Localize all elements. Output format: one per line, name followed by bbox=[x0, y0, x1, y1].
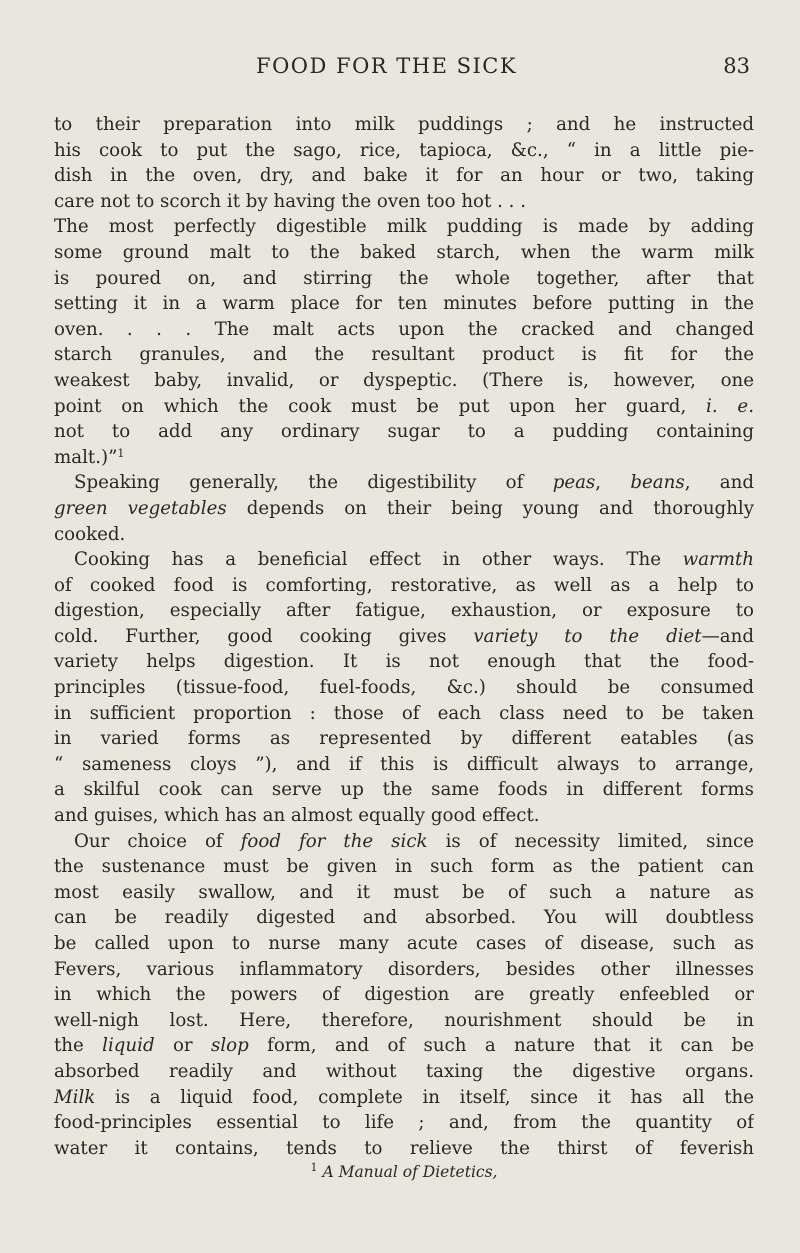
text-line: is poured on, and stirring the whole together, after that bbox=[54, 267, 754, 289]
text-line: of cooked food is comforting, restorative, as well as a help to bbox=[54, 574, 754, 596]
text-line: dish in the oven, dry, and bake it for an hour or two, taking bbox=[54, 165, 754, 187]
text-line: be called upon to nurse many acute cases of disease, such as bbox=[54, 933, 754, 954]
footnote bbox=[54, 1161, 754, 1183]
paragraph-start: Cooking has a beneficial effect in other ways. The warmth bbox=[74, 549, 754, 571]
page-body bbox=[54, 112, 754, 1183]
text-line: green vegetables depends on their being young and thoroughly bbox=[54, 497, 754, 519]
text-line: starch granules, and the resultant product is fit for the bbox=[54, 344, 754, 366]
text-line: food-principles essential to life ; and, from the quantity of bbox=[54, 1112, 754, 1134]
text-line: Milk is a liquid food, complete in itself, since it has all the bbox=[54, 1086, 754, 1108]
text-line: variety helps digestion. It is not enough that the food- bbox=[54, 651, 754, 673]
italic-text: slop bbox=[211, 1035, 249, 1057]
text-line: in which the powers of digestion are greatly enfeebled or bbox=[54, 984, 754, 1006]
text-line: setting it in a warm place for ten minutes before putting in the bbox=[54, 293, 754, 315]
paragraph-start: Our choice of food for the sick is of necessity limited, since bbox=[74, 830, 754, 852]
text-line: cooked. bbox=[54, 523, 126, 545]
footnote-marker: 1 bbox=[310, 1161, 318, 1175]
text-line: point on which the cook must be put upon her guard, i. e. bbox=[54, 395, 754, 417]
italic-text: peas bbox=[552, 472, 596, 494]
text-line: a skilful cook can serve up the same foods in different forms bbox=[54, 779, 754, 801]
page-header bbox=[0, 54, 800, 84]
text-line: the liquid or slop form, and of such a nature that it can be bbox=[54, 1035, 754, 1057]
italic-text: green vegetables bbox=[54, 497, 227, 519]
text-line: absorbed readily and without taxing the digestive organs. bbox=[54, 1060, 754, 1082]
text-line: and guises, which has an almost equally good effect. bbox=[54, 805, 540, 827]
text-line: in varied forms as represented by different eatables (as bbox=[54, 728, 754, 750]
text-line: principles (tissue-food, fuel-foods, &c.) should be consumed bbox=[54, 677, 754, 699]
text-line: The most perfectly digestible milk pudding is made by adding bbox=[54, 216, 754, 238]
text-line: the sustenance must be given in such form as the patient can bbox=[54, 856, 754, 878]
text-line: can be readily digested and absorbed. You will doubtless bbox=[54, 907, 754, 929]
italic-text: warmth bbox=[682, 549, 754, 571]
italic-text: liquid bbox=[102, 1035, 155, 1057]
italic-text: i. e. bbox=[706, 395, 754, 417]
italic-text: variety to the diet bbox=[473, 625, 702, 647]
text-line: to their preparation into milk puddings ; and he instructed bbox=[54, 114, 754, 135]
text-line: cold. Further, good cooking gives variety to the diet—and bbox=[54, 625, 754, 647]
text-line: not to add any ordinary sugar to a pudding containing bbox=[54, 421, 754, 443]
text-line: Fevers, various inflammatory disorders, besides other illnesses bbox=[54, 958, 754, 980]
text-line: digestion, especially after fatigue, exhaustion, or exposure to bbox=[54, 600, 754, 622]
text-line: care not to scorch it by having the oven too hot . . . bbox=[54, 190, 526, 212]
text-line: oven. . . . The malt acts upon the cracked and changed bbox=[54, 318, 754, 340]
text-line: malt.)”$^1$ bbox=[54, 446, 125, 468]
footnote-ref: 1 bbox=[117, 446, 125, 460]
text-line: most easily swallow, and it must be of such a nature as bbox=[54, 881, 754, 903]
paragraph-start: Speaking generally, the digestibility of peas, beans, and bbox=[74, 472, 754, 494]
italic-text: beans bbox=[630, 472, 685, 494]
italic-text: food for the sick bbox=[240, 830, 428, 852]
text-line: in sufficient proportion : those of each class need to be taken bbox=[54, 702, 754, 724]
text-line: water it contains, tends to relieve the thirst of feverish bbox=[54, 1137, 754, 1159]
text-line: weakest baby, invalid, or dyspeptic. (There is, however, one bbox=[54, 369, 754, 391]
footnote-text: A Manual of Dietetics, bbox=[322, 1163, 498, 1182]
text-line: some ground malt to the baked starch, when the warm milk bbox=[54, 241, 754, 263]
text-line: “ sameness cloys ”), and if this is difficult always to arrange, bbox=[54, 753, 754, 775]
text-line: well-nigh lost. Here, therefore, nourishment should be in bbox=[54, 1009, 754, 1031]
running-title: FOOD FOR THE SICK bbox=[256, 54, 518, 78]
page-number: 83 bbox=[723, 54, 750, 78]
italic-text: Milk bbox=[54, 1086, 96, 1108]
text-line: his cook to put the sago, rice, tapioca, &c., “ in a little pie- bbox=[54, 139, 754, 161]
